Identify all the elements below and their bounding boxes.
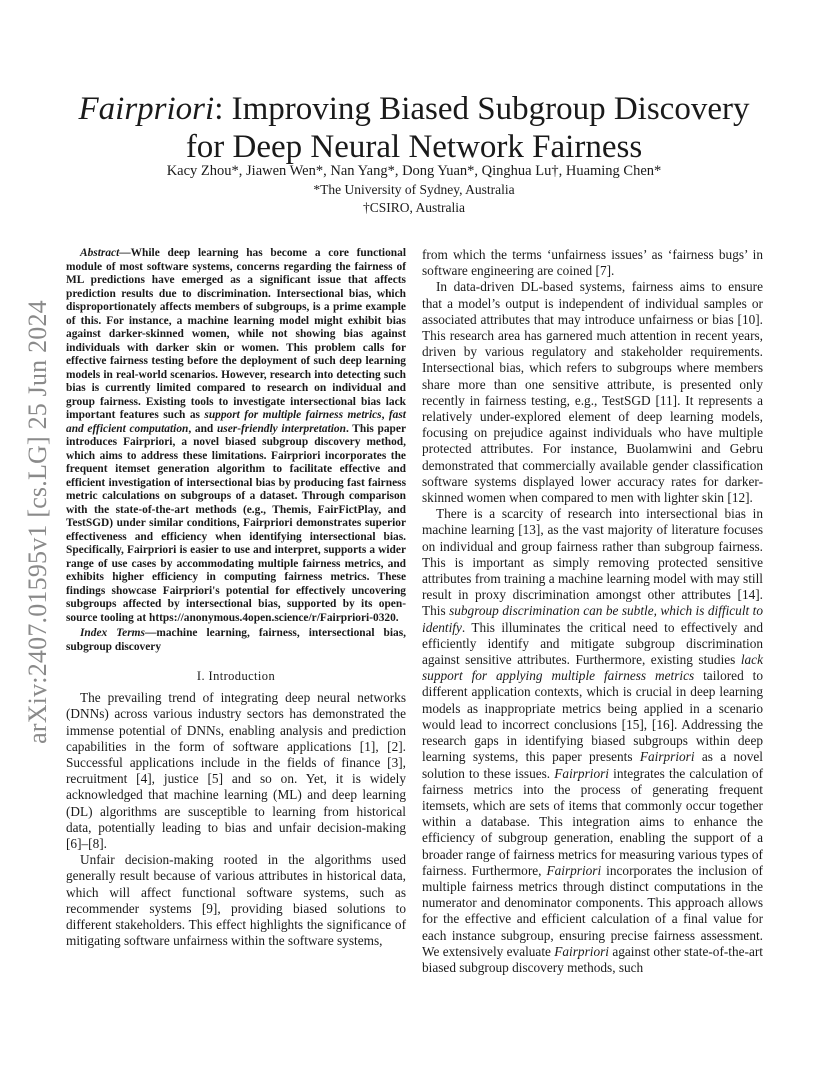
abstract-emph-2: fast and efficient computation <box>66 409 406 435</box>
p3-text-b: . This illuminates the critical need to effectively and efficiently identify and mitigate subgroup discrimination against sensitive attributes. Furthermore, existing studies <box>422 619 763 668</box>
p3-text-a: There is a scarcity of research into intersectional bias in machine learning [13], as the vast majority of literature focuses on individual and group fairness rather than subgroup fairness. This is important as simply removing protected sensitive attributes from training a machine learning model with may still result in proxy discrimination amongst other attributes [14]. This <box>422 506 763 619</box>
intro-paragraph-2: Unfair decision-making rooted in the algorithms used generally result because of various attributes in historical data, which will affect functional software systems, such as recommender systems [9], providing biased solutions to different stakeholders. This effect highlights the significance of mitigating software unfairness within the software systems, <box>66 852 406 949</box>
right-paragraph-continued: from which the terms ‘unfairness issues’ as ‘fairness bugs’ in software engineering are coined [7]. <box>422 247 763 279</box>
author-list: Kacy Zhou*, Jiawen Wen*, Nan Yang*, Dong Yuan*, Qinghua Lu†, Huaming Chen* <box>166 163 662 179</box>
abstract-text-4: . This paper introduces Fairpriori, a novel biased subgroup discovery method, which aims to address these limitations. Fairpriori incorporates the frequent itemset generation algorithm to facilitate effective and efficient investigation of intersectional bias by producing fast fairness metric calculations on subgroups of a dataset. Through comparison with the state-of-the-art methods (e.g., Themis, FairFictPlay, and TestSGD) under similar conditions, Fairpriori demonstrates superior effectiveness and efficiency when identifying intersectional bias. Specifically, Fairpriori is easier to use and interpret, supports a wider range of use cases by accommodating multiple fairness metrics, and exhibits higher efficiency in computing fairness metrics. These findings showcase Fairpriori's potential for effectively uncovering subgroups affected by intersectional bias, supported by its open-source tooling at https://anonymous.4open.science/r/Fairpriori-0320. <box>66 422 406 624</box>
arxiv-identifier: arXiv:2407.01595v1 [cs.LG] 25 Jun 2024 <box>23 300 52 744</box>
left-column <box>66 247 406 949</box>
abstract-text-3: , and <box>188 422 217 435</box>
title-line-2: for Deep Neural Network Fairness <box>185 129 643 166</box>
p3-text-d: as a novel solution to these issues. <box>422 749 763 781</box>
p3-text-g: against other state-of-the-art biased subgroup discovery methods, such <box>422 943 763 975</box>
title-method-name: Fairpriori <box>78 91 215 128</box>
section-heading-introduction: I. Introduction <box>196 669 276 683</box>
affiliation-csiro: †CSIRO, Australia <box>362 200 465 215</box>
p3-emph-6: Fairpriori <box>554 943 609 959</box>
index-terms-text: —machine learning, fairness, intersectional bias, subgroup discovery <box>66 627 406 653</box>
abstract <box>66 247 406 625</box>
p3-text-e: integrates the calculation of fairness metrics into the process of generating frequent itemsets, which are sets of items that commonly occur together within a database. This integration aims to enhance the efficiency of subgroup generation, enabling the support of a broader range of fairness metrics for measuring various types of fairness. Furthermore, <box>422 765 764 878</box>
right-paragraph-2: In data-driven DL-based systems, fairness aims to ensure that a model’s output is independent of individual samples or associated attributes that may introduce unfairness or bias [10]. This research area has garnered much attention in recent years, driven by various regulatory and stakeholder requirements. Intersectional bias, which refers to subgroups where members share more than one sensitive attribute, is presented only recently in fairness testing, e.g., TestSGD [11]. It represents a relatively under-explored element of deep learning models, focusing on prejudice against individuals who have multiple protected attributes. For instance, Buolamwini and Gebru demonstrated that commercially available gender classification software systems displayed lower accuracy rates for darker-skinned women when compared to men with lighter skin [12]. <box>422 279 763 506</box>
abstract-emph-1: support for multiple fairness metrics <box>204 409 382 421</box>
p3-text-f: incorporates the inclusion of multiple fairness metrics through distinct computations in the numerator and denominator components. This approach allows for the effective and efficient calculation of a final value for each instance subgroup, ensuring precise fairness assessment. We extensively evaluate <box>422 862 763 959</box>
arxiv-sidebar-stamp <box>14 292 62 752</box>
index-terms <box>66 627 406 654</box>
affiliation-sydney: *The University of Sydney, Australia <box>313 182 515 197</box>
p3-emph-2: lack support for applying multiple fairness metrics <box>422 652 763 684</box>
abstract-text-1: —While deep learning has become a core functional module of most software systems, concerns regarding the fairness of ML predictions have emerged as a significant issue that affects prediction results due to discrimination. Intersectional bias, which disproportionately affects members of subgroups, is a prime example of this. For instance, a machine learning model might exhibit bias against darker-skinned women, while not showing bias against individuals with darker skin or women. This problem calls for effective fairness testing before the deployment of such deep learning models in real-world scenarios. However, research into detecting such bias is currently limited compared to research on individual and group fairness. Existing tools to investigate intersectional bias lack important features such as <box>66 247 406 421</box>
p3-emph-4: Fairpriori <box>554 765 609 781</box>
paper-title <box>60 90 768 166</box>
title-line-1-rest: : Improving Biased Subgroup Discovery <box>214 91 750 128</box>
index-terms-lead: Index Terms <box>80 627 145 639</box>
right-paragraph-3 <box>422 506 763 976</box>
intro-paragraph-1: The prevailing trend of integrating deep neural networks (DNNs) across various industry sectors has demonstrated the immense potential of DNNs, enabling analysis and prediction capabilities in the form of software applications [1], [2]. Successful applications include in the fields of finance [3], recruitment [4], justice [5] and so on. Yet, it is widely acknowledged that machine learning (ML) and deep learning (DL) algorithms are susceptible to learning from historical data, potentially leading to bias and unfair decision-making [6]–[8]. <box>66 690 406 852</box>
right-column <box>422 247 763 976</box>
p3-emph-3: Fairpriori <box>639 749 695 765</box>
abstract-lead: Abstract <box>80 247 120 259</box>
p3-emph-1: subgroup discrimination can be subtle, which is difficult to identify <box>422 603 763 635</box>
p3-emph-5: Fairpriori <box>546 862 602 878</box>
p3-text-c: tailored to different application contexts, which is crucial in deep learning models as inappropriate metrics being applied in a scenario would lead to incorrect conclusions [15], [16]. Addressing the research gaps in identifying biased subgroups within deep learning systems, this paper presents <box>422 668 763 765</box>
abstract-emph-3: user-friendly interpretation <box>216 422 346 435</box>
abstract-text-2: , <box>381 409 389 421</box>
